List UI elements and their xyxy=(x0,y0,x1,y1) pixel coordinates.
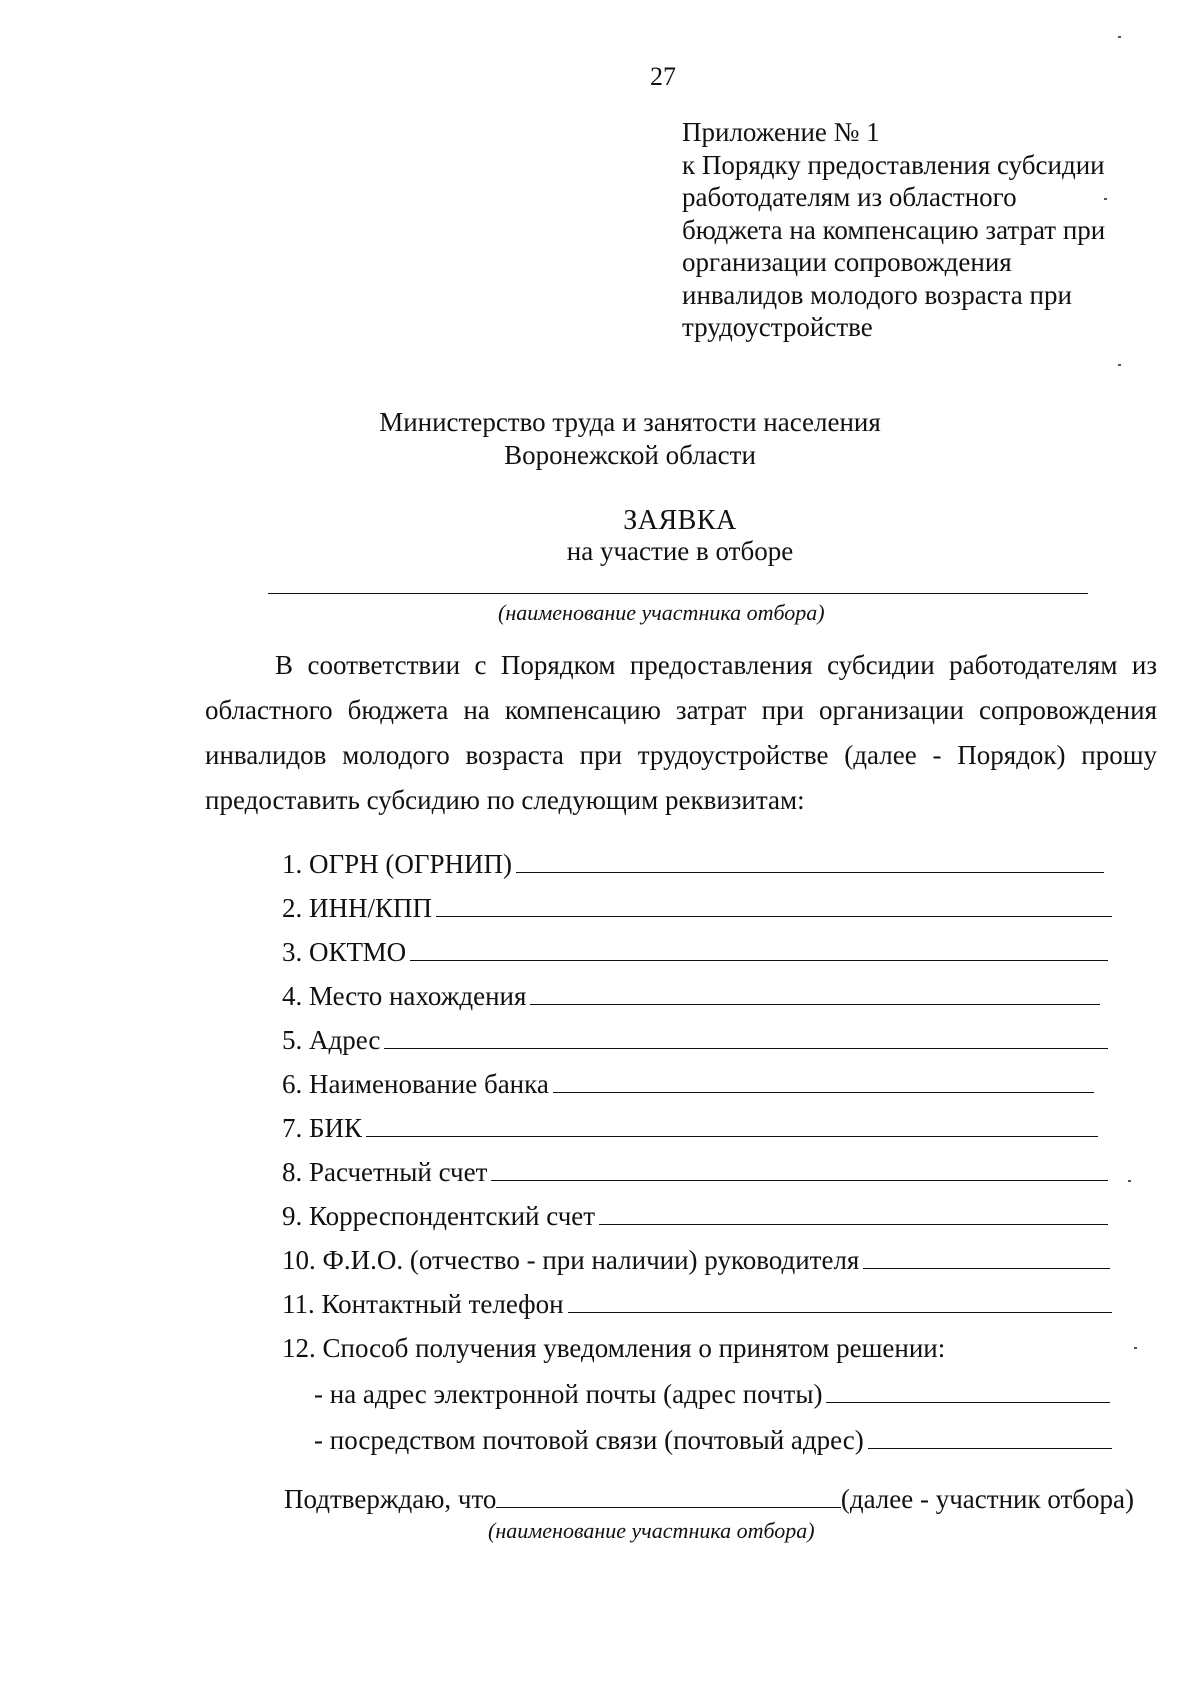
field-ogrn xyxy=(282,840,1104,880)
appendix-line: бюджета на компенсацию затрат при xyxy=(682,214,1106,245)
confirmation-line xyxy=(284,1475,1134,1515)
field-label: 11. Контактный телефон xyxy=(282,1289,564,1319)
field-inn-kpp xyxy=(282,884,1112,924)
page-number: 27 xyxy=(650,62,676,91)
field-location xyxy=(282,972,1100,1012)
field-director-name xyxy=(282,1236,1110,1276)
address-input-line[interactable] xyxy=(384,1048,1108,1049)
appendix-line: инвалидов молодого возраста при xyxy=(682,279,1072,310)
email-input-line[interactable] xyxy=(826,1402,1110,1403)
field-label: 4. Место нахождения xyxy=(282,981,527,1011)
field-bik xyxy=(282,1104,1098,1144)
scan-speck xyxy=(1128,1180,1131,1182)
settlement-account-input-line[interactable] xyxy=(491,1180,1108,1181)
ministry-heading xyxy=(30,406,1200,472)
scan-speck xyxy=(1134,1347,1137,1349)
location-input-line[interactable] xyxy=(530,1004,1100,1005)
ministry-line-2: Воронежской области xyxy=(504,440,756,470)
field-postal-address xyxy=(314,1416,1112,1456)
appendix-line: организации сопровождения xyxy=(682,247,1012,277)
paragraph-line: инвалидов молодого возраста при трудоустройстве (далее - Порядок) прошу xyxy=(205,740,1157,770)
oktmo-input-line[interactable] xyxy=(410,960,1108,961)
participant-name-caption: (наименование участника отбора) xyxy=(498,600,825,625)
director-name-input-line[interactable] xyxy=(863,1268,1110,1269)
field-address xyxy=(282,1016,1108,1056)
intro-paragraph xyxy=(205,643,1157,823)
scan-speck xyxy=(1118,364,1121,366)
field-label: 7. БИК xyxy=(282,1113,363,1143)
appendix-block xyxy=(682,116,1105,344)
confirmation-caption: (наименование участника отбора) xyxy=(488,1518,815,1543)
confirmation-suffix: (далее - участник отбора) xyxy=(840,1484,1134,1514)
ogrn-input-line[interactable] xyxy=(516,872,1104,873)
field-label: 2. ИНН/КПП xyxy=(282,893,433,923)
appendix-line: Приложение № 1 xyxy=(682,117,880,147)
field-bank-name xyxy=(282,1060,1094,1100)
participant-name-field[interactable] xyxy=(268,593,1088,594)
contact-phone-input-line[interactable] xyxy=(568,1312,1112,1313)
field-label: 12. Способ получения уведомления о принятом решении: xyxy=(282,1333,946,1363)
field-contact-phone xyxy=(282,1280,1112,1320)
bank-name-input-line[interactable] xyxy=(553,1092,1094,1093)
field-label: 3. ОКТМО xyxy=(282,937,407,967)
field-label: 5. Адрес xyxy=(282,1025,381,1055)
inn-kpp-input-line[interactable] xyxy=(436,916,1112,917)
appendix-line: трудоустройстве xyxy=(682,312,873,342)
confirmation-prefix: Подтверждаю, что xyxy=(284,1484,497,1514)
field-label: 1. ОГРН (ОГРНИП) xyxy=(282,849,512,879)
field-correspondent-account xyxy=(282,1192,1108,1232)
scan-speck xyxy=(1104,198,1107,200)
appendix-line: работодателям из областного xyxy=(682,182,1017,212)
paragraph-line: предоставить субсидию по следующим реквизитам: xyxy=(205,785,805,815)
field-label: 6. Наименование банка xyxy=(282,1069,549,1099)
field-notification-method xyxy=(282,1324,1112,1364)
paragraph-line: В соответствии с Порядком предоставления субсидии работодателям из xyxy=(275,650,1157,680)
field-label: - посредством почтовой связи (почтовый адрес) xyxy=(314,1425,864,1455)
confirmation-participant-input-line[interactable] xyxy=(496,1507,840,1508)
field-settlement-account xyxy=(282,1148,1108,1188)
correspondent-account-input-line[interactable] xyxy=(599,1224,1108,1225)
ministry-line-1: Министерство труда и занятости населения xyxy=(379,407,881,437)
document-title: ЗАЯВКА xyxy=(623,505,737,536)
bik-input-line[interactable] xyxy=(366,1136,1098,1137)
field-label: 9. Корреспондентский счет xyxy=(282,1201,596,1231)
postal-address-input-line[interactable] xyxy=(868,1448,1112,1449)
field-label: 10. Ф.И.О. (отчество - при наличии) руководителя xyxy=(282,1245,860,1275)
paragraph-line: областного бюджета на компенсацию затрат при организации сопровождения xyxy=(205,695,1157,725)
field-label: - на адрес электронной почты (адрес почты) xyxy=(314,1379,823,1409)
field-label: 8. Расчетный счет xyxy=(282,1157,488,1187)
appendix-line: к Порядку предоставления субсидии xyxy=(682,149,1105,180)
field-oktmo xyxy=(282,928,1108,968)
field-email xyxy=(314,1370,1110,1410)
document-subtitle: на участие в отборе xyxy=(566,536,794,566)
scan-speck xyxy=(1118,36,1121,38)
